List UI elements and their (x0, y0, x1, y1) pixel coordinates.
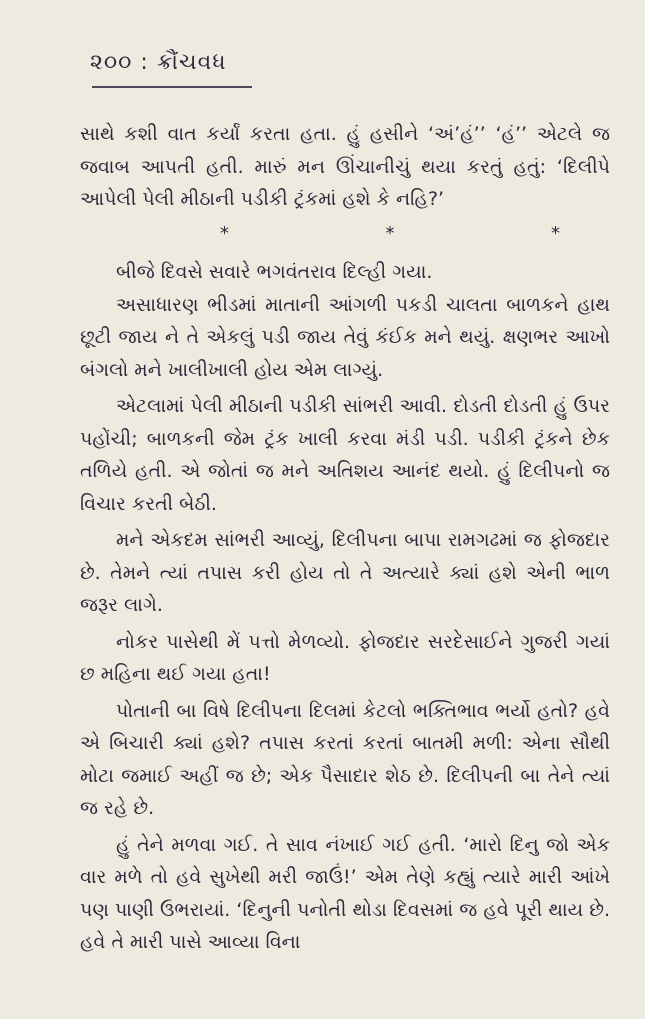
paragraph-5: મને એકદમ સાંભરી આવ્યું, દિલીપના બાપા રામગઢમાં જ ફોજદાર છે. તેમને ત્યાં તપાસ કરી હોય તો તે અત્યારે ક્યાં હશે એની ભાળ જરૂર લાગે. (80, 529, 610, 616)
section-break-star: * (551, 222, 560, 244)
paragraph-8: હું તેને મળવા ગઈ. તે સાવ નંખાઈ ગઈ હતી. ‘મારો દિનુ જો એક વાર મળે તો હવે સુખેથી મરી જાઉં!’ એમ તેણે કહ્યું ત્યારે મારી આંખે પણ પાણી ઉભરાયાં. ‘દિનુની પનોતી થોડા દિવસમાં જ હવે પૂરી થાય છે. હવે તે મારી પાસે આવ્યા વિના (80, 833, 610, 953)
header-separator: : (140, 50, 149, 75)
paragraph-4: એટલામાં પેલી મીઠાની પડીકી સાંભરી આવી. દોડતી દોડતી હું ઉપર પહોંચી; બાળકની જેમ ટ્રંક ખાલી કરવા મંડી પડી. પડીકી ટ્રંકને છેક તળિયે હતી. એ જોતાં જ મને અતિશય આનંદ થયો. હું દિલીપનો જ વિચાર કરતી બેઠી. (80, 395, 610, 515)
page-number: ૨૦૦ (90, 50, 133, 75)
section-break (220, 218, 560, 251)
paragraph-6: નોકર પાસેથી મેં પત્તો મેળવ્યો. ફોજદાર સરદેસાઈને ગુજરી ગયાં છ મહિના થઈ ગયા હતા! (80, 630, 610, 685)
book-title: ક્રૌંચવધ (156, 50, 227, 75)
paragraph-1: સાથે કશી વાત કર્યાં કરતા હતા. હું હસીને ‘અં’હં’’ ‘હં’’ એટલે જ જવાબ આપતી હતી. મારું મન ઊંચાનીચું થયા કરતું હતું: ‘દિલીપે આપેલી પેલી મીઠાની પડીકી ટ્રંકમાં હશે કે નહિ?’ (80, 123, 610, 210)
section-break-star: * (220, 222, 229, 244)
running-header (90, 50, 227, 75)
paragraph-2: બીજે દિવસે સવારે ભગવંતરાવ દિલ્હી ગયા. (116, 261, 433, 283)
paragraph-7: પોતાની બા વિષે દિલીપના દિલમાં કેટલો ભક્તિભાવ ભર્યો હતો? હવે એ બિચારી ક્યાં હશે? તપાસ કરતાં કરતાં બાતમી મળી: એના સૌથી મોટા જમાઈ અહીં જ છે; એક પૈસાદાર શેઠ છે. દિલીપની બા તેને ત્યાં જ રહે છે. (80, 699, 610, 819)
paragraph-3: અસાધારણ ભીડમાં માતાની આંગળી પકડી ચાલતા બાળકને હાથ છૂટી જાય ને તે એકલું પડી જાય તેવું કંઈક મને થયું. ક્ષણભર આખો બંગલો મને ખાલીખાલી હોય એમ લાગ્યું. (80, 293, 610, 381)
section-break-star: * (385, 222, 395, 244)
header-rule (92, 86, 252, 88)
body-text (80, 118, 610, 959)
